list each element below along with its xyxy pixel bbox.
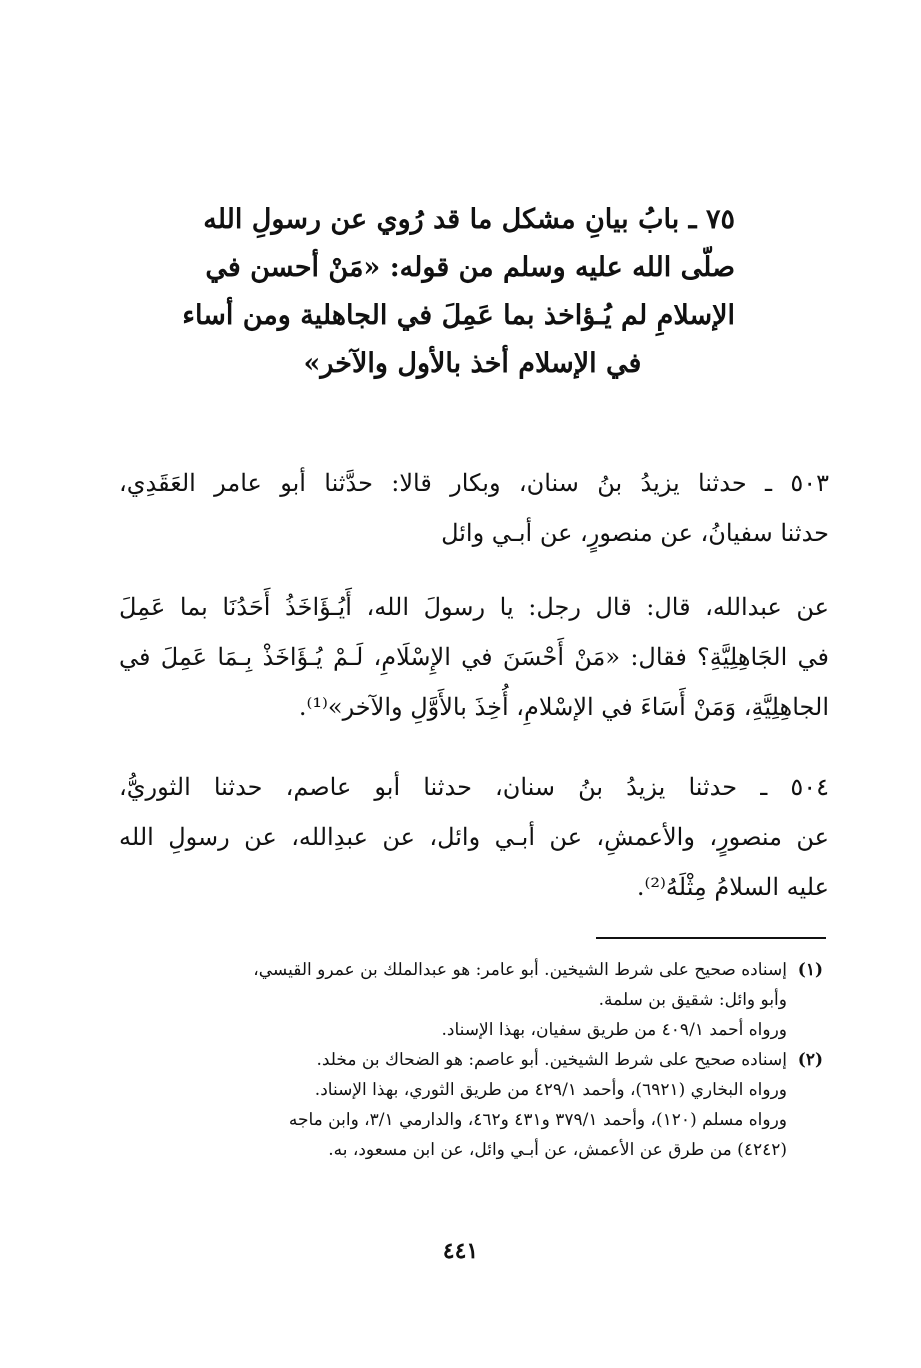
footnote-line: (٤٢٤٢) من طرق عن الأعمش، عن أبـي وائل، عن ابن مسعود، به. bbox=[328, 1140, 787, 1160]
footnote-separator bbox=[596, 937, 826, 939]
footnote-line: ورواه أحمد ٤٠٩/١ من طريق سفيان، بهذا الإسناد. bbox=[441, 1020, 787, 1040]
chapter-heading-line: الإسلامِ لم يُـؤاخذ بما عَمِلَ في الجاهلية ومن أساء bbox=[182, 300, 735, 331]
text-line: ٥٠٤ ـ حدثنا يزيدُ بنُ سنان، حدثنا أبو عاصم، حدثنا الثوريُّ، bbox=[119, 773, 829, 801]
text-line: عن منصورٍ، والأعمشِ، عن أبـي وائل، عن عبدِالله، عن رسولِ الله bbox=[119, 823, 829, 851]
text-line: عليه السلامُ مِثْلَهُ⁽²⁾. bbox=[636, 873, 829, 901]
footnote-line: وأبو وائل: شقيق بن سلمة. bbox=[598, 990, 787, 1010]
text-line: عن عبدالله، قال: قال رجل: يا رسولَ الله، أَيُـؤَاخَذُ أَحَدُنَا بما عَمِلَ bbox=[119, 593, 829, 621]
footnote-text: إسناده صحيح على شرط الشيخين. أبو عاصم: هو الضحاك بن مخلد. bbox=[316, 1050, 787, 1070]
footnote-marker: (١) bbox=[797, 960, 823, 980]
footnotes bbox=[123, 955, 823, 1165]
page-number: ٤٤١ bbox=[442, 1238, 479, 1264]
hadith-503-matn bbox=[119, 582, 829, 732]
footnote-line bbox=[123, 1045, 823, 1075]
footnote-line: ورواه البخاري (٦٩٢١)، وأحمد ٤٢٩/١ من طريق الثوري، بهذا الإسناد. bbox=[314, 1080, 787, 1100]
text-line: حدثنا سفيانُ، عن منصورٍ، عن أبـي وائل bbox=[441, 519, 829, 547]
text-line: ٥٠٣ ـ حدثنا يزيدُ بنُ سنان، وبكار قالا: حدَّثنا أبو عامر العَقَدِي، bbox=[119, 469, 829, 497]
footnote-text: إسناده صحيح على شرط الشيخين. أبو عامر: هو عبدالملك بن عمرو القيسي، bbox=[253, 960, 787, 980]
text-line: الجاهِلِيَّةِ، وَمَنْ أَسَاءَ في الإسْلامِ، أُخِذَ بالأَوَّلِ والآخر»⁽¹⁾. bbox=[298, 693, 829, 721]
hadith-504 bbox=[119, 762, 829, 912]
chapter-heading-line: ٧٥ ـ بابُ بيانِ مشكل ما قد رُوي عن رسولِ الله bbox=[203, 204, 735, 235]
footnote-1 bbox=[123, 955, 823, 1045]
footnote-line bbox=[123, 955, 823, 985]
footnote-marker: (٢) bbox=[797, 1050, 823, 1070]
footnote-line: ورواه مسلم (١٢٠)، وأحمد ٣٧٩/١ و٤٣١ و٤٦٢، والدارمي ٣/١، وابن ماجه bbox=[288, 1110, 787, 1130]
footnote-2 bbox=[123, 1045, 823, 1165]
text-line: في الجَاهِلِيَّةِ؟ فقال: «مَنْ أَحْسَنَ في الإِسْلَامِ، لَـمْ يُـؤَاخَذْ بِـمَا عَمِلَ في bbox=[119, 643, 829, 671]
chapter-heading bbox=[182, 196, 735, 388]
chapter-heading-line: في الإسلام أخذ بالأول والآخر» bbox=[303, 348, 642, 379]
hadith-503-isnad bbox=[119, 458, 829, 558]
chapter-heading-line: صلّى الله عليه وسلم من قوله: «مَنْ أحسن في bbox=[205, 252, 735, 283]
